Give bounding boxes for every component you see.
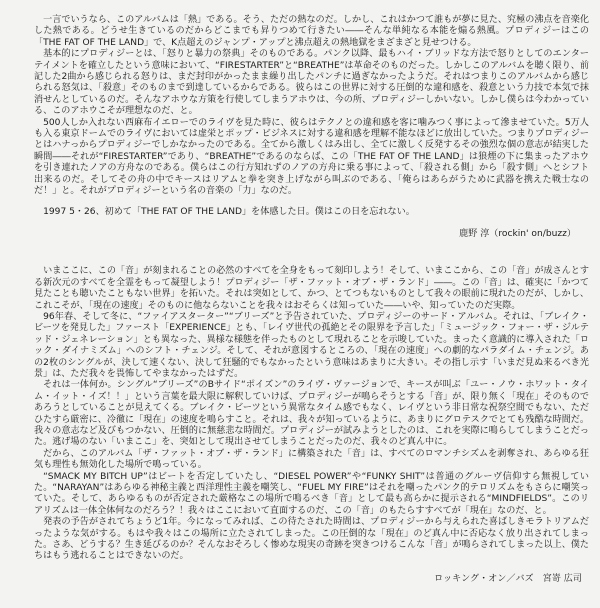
essay-miyazaki bbox=[0, 266, 600, 585]
essay-paragraph: だから、このアルバム「ザ・ファット・オブ・ザ・ランド」に構築された「音」は、すべてのロマンチシズムを剥奪され、あらゆる狂気も理性も無効化した場所で鳴っている。 bbox=[34, 448, 589, 471]
essay-paragraph: 96年春、そして冬に、“ファイアスターター”“ブリーズ”と予告されていた、プロディジーのサード・アルバム。それは、「ブレイク・ビーツを発見した」ファースト「EXPERIENCE」とも、「レイヴ世代の孤絶とその限界を予言した」「ミュージック・フォー・ザ・ジルテッド・ジェネレーション」とも異なった、異様な様態を伴ったものとして現れることを示唆していた。まったく意識的に導入された「ロック・ダイナミズム」へのシフト・チェンジ。そして、それが意図するところの、「現在の速度」への劇的なパラダイム・チェンジ。あの2枚のシングルが、決して速くない、決して狂騒的でもなかったという意味はあまりに大きい。その指し示す「いまだ見ぬ来るべき光景」は、ただ我々を畏怖してやまなかったはずだ。 bbox=[34, 311, 589, 379]
essay-paragraph: 500人しか入れない西麻布イエローでのライヴを見た時に、彼らはテクノとの違和感を客に噛みつく事によって滲ませていた。5万人も入る東京ドームでのライヴにおいては虚栄とポップ・ビジネスに対する違和感を理解不能なほどに放出していた。つまりプロディジーとはハナっからプロディジーでしかなかったのである。全てから激しくはみ出し、全てに激しく反発するその強烈な個の意志が結実した瞬間――それが“FIRESTARTER”であり、“BREATHE”であるのならば、この「THE FAT OF THE LAND」は狼煙の下に集まったアホウを引き連れたノアの方舟なのである。僕らはこの行方知れずのノアの方舟に乗る事によって、「殺される側」から「殺す側」へとシフト出来るのだ。そしてその舟の中でキースはリアムと拳を突き上げながら叫ぶのである、「俺らはあらがうために武器を携えた戦士なのだ！」と。それがプロディジーという名の音楽の「力」なのだ。 bbox=[34, 117, 589, 197]
essay-paragraph: いまここに、この「音」が刻まれることの必然のすべてを全身をもって刻印しよう！そして、いまここから、この「音」が成さんとする新次元のすべてを全霊をもって凝望しよう！プロディジー「ザ・ファット・オブ・ザ・ランド」――。この「音」は、確実に「かつて見たことも聴いたこともない世界」を拓いた。それは突如として、かつ、とてつもないものとして我々の眼前に現れたのだが、しかし、これこそが、「現在の速度」そのものに他ならないことを我々はおそらくは知っていた――いや、知っていたのだ実際。 bbox=[34, 266, 589, 311]
essay-paragraph: 発表の予告がされてちょうど1年。今になってみれば、この待たされた時間は、プロディジーから与えられた喜ばしきモラトリアムだったような気がする。もはや我々はこの場所に立たされてしまった。この圧倒的な「現在」のど真ん中に否応なく放り出されてしまった。さあ、どうする？生き延びるのか？そんなおそろしく惨めな現実の奇跡を突きつけるこんな「音」が鳴らされてしまった以上、僕たちはもう逃れることはできないのだ。 bbox=[34, 517, 589, 562]
author-signature: 鹿野 淳（rockin' on/buzz） bbox=[459, 228, 576, 239]
author-signature: ロッキング・オン／バズ 宮嵜 広司 bbox=[434, 573, 582, 584]
essay-paragraph: 一言でいうなら、このアルバムは「熱」である。そう、ただの熱なのだ。しかし、これはかつて誰もが夢に見た、究極の沸点を音楽化した熱である。どうせ生きているのだからどこまでも昇りつめて行きたい――そんな単純なる本能を煽る熱風。プロディジーはこの「THE FAT OF THE LAND」で、K点超えのジャンプ・アップと沸点超えの熱地獄をまざまざと見せつける。 bbox=[34, 15, 589, 48]
date-line: 1997 5・26、初めて「THE FAT OF THE LAND」を体感した日。僕はこの日を忘れない。 bbox=[43, 206, 415, 217]
essay-paragraph: それは一体何か。シングル“ブリーズ”のBサイド“ポイズン”のライヴ・ヴァージョンで、キースが叫ぶ「ユー・ノウ・ホワット・タイム・イット・イズ！！」という言葉を最大限に解釈していけば、プロディジーが鳴らそうとする「音」が、限り無く「現在」そのものであろうとしていることが見えてくる。ブレイク・ビーツという異常なタイム感でもなく、レイヴという非日常な祝祭空間でもない、ただひたすら厳密に、冷徹に「現在」の速度を鳴らすこと。それは、我々が知っているように、あまりにグロテスクでとても残酷な時間だ。我々の意志など及びもつかない、圧倒的に無慈悲な時間だ。プロディジーが試みようとしたのは、これを実際に鳴らしてしまうことだった。逃げ場のない「いまここ」を、突如として現出させてしまうことだったのだ、我々のど真ん中に。 bbox=[34, 380, 589, 448]
essay-kano bbox=[0, 15, 600, 240]
essay-paragraph: “SMACK MY BITCH UP”はビートを否定していたし、“DIESEL POWER”や“FUNKY SHIT”は普通のグルーヴ信仰すら無視していた。“NARAYAN”はあらゆる神秘主義と西洋理性主義を嘲笑し、“FUEL MY FIRE”はそれを嘲ったパンク的テロリズムをもさらに嘲笑っていた。そして、あらゆるものが否定された厳格なこの場所で鳴るべき「音」として最も高らかに提示される“MINDFIELDS”。このリアリズムは一体全体何なのだろう？！我々はここにおいて直面するのだ、この「音」のもたらすすべてが「現在」なのだ、と。 bbox=[34, 471, 589, 516]
essay-paragraph: 基本的にプロディジーとは、「怒りと暴力の祭典」そのものである。パンク以降、最もハイ・ブリッドな方法で怒りとしてのエンターテイメントを確立したという意味において、“FIRESTARTER”と“BREATHE”は革命そのものだった。しかしこのアルバムを聴く限り、前記した2曲から感じられる怒りは、まだ封印がかったまま繰り出したパンチに過ぎなかったようだ。それはつまりこのアルバムから感じられる怒気は、「殺意」そのものまで到達しているからである。彼らはこの世界に対する圧倒的な違和感を、殺意という力技で本気で抹消せんとしているのだ。そんなアホウな方策を行使してしまうアホウは、今の所、プロディジーしかいない。しかし僕らは今わかっている、このアホウこそが理想なのだ、と。 bbox=[34, 49, 589, 117]
